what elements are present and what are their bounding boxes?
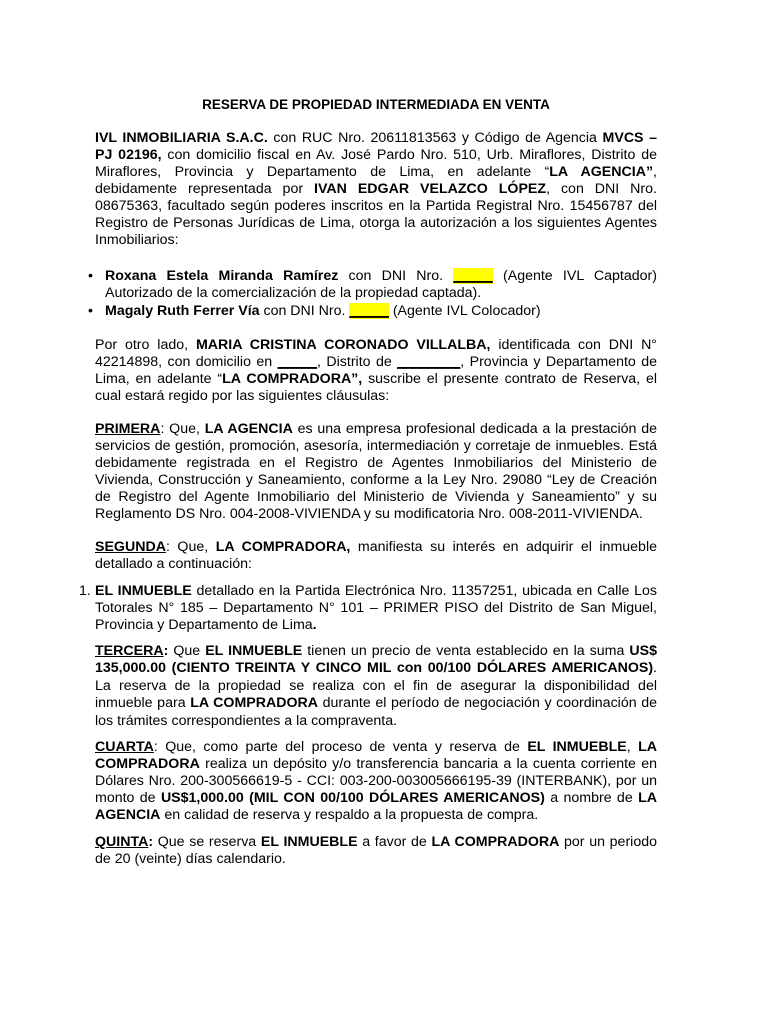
clause-text: : Que, <box>160 421 205 437</box>
property-text: detallado en la Partida Electrónica Nro. 11357251, ubicada en Calle Los Totorales N° 185 – Departamento N° 101 – PRIMER PISO del Distrito de San Miguel, Provincia y Departamento de Lima <box>95 583 658 633</box>
property-label: EL INMUEBLE <box>260 834 358 850</box>
clause-segunda <box>95 539 657 573</box>
clause-primera <box>95 421 657 523</box>
company-name: IVL INMOBILIARIA S.A.C. <box>95 130 268 146</box>
buyer-text-4: , Provincia y Departamento de Lima, en adelante “ <box>95 354 657 387</box>
clause-text: tienen un precio de venta establecido en la suma <box>302 643 630 659</box>
list-number: 1. <box>79 583 91 599</box>
clause-colon: : <box>148 834 154 850</box>
agent-item <box>105 303 657 320</box>
intro-text-3: , debidamente representada por <box>95 164 657 197</box>
clause-heading: SEGUNDA <box>95 539 166 555</box>
buyer-name: MARIA CRISTINA CORONADO VILLALBA, <box>195 337 491 353</box>
agency-code: MVCS – PJ 02196, <box>95 130 657 163</box>
intro-text-4: , con DNI Nro. 08675363, facultado según poderes inscritos en la Partida Registral Nro. 15456787 del Registro de Personas Jurídicas de Lima, otorga la autorización a los siguientes Agentes Inmobiliarios: <box>95 181 657 248</box>
intro-text-2: con domicilio fiscal en Av. José Pardo Nro. 510, Urb. Miraflores, Distrito de Miraflores, Provincia y Departamento de Lima, en adelante “ <box>95 147 657 180</box>
clause-quinta <box>95 834 657 868</box>
property-end: . <box>312 617 317 633</box>
address-blank: _____ <box>277 354 318 370</box>
clause-text: realiza un depósito y/o transferencia bancaria a la cuenta corriente en Dólares Nro. 200-300566619-5 - CCI: 003-200-003005666195-39 (INTERBANK), por un monto de <box>95 756 657 806</box>
agent-text: con DNI Nro. <box>259 303 350 319</box>
bullet-1: • <box>88 268 93 284</box>
agent-text: con DNI Nro. <box>338 268 454 284</box>
buyer-text-3: , Distrito de <box>317 354 398 370</box>
intro-paragraph <box>95 130 657 249</box>
buyer-label: LA COMPRADORA”, <box>222 371 363 387</box>
clause-text: Que se reserva <box>153 834 261 850</box>
agency-label: LA AGENCIA <box>204 421 293 437</box>
price-amount: US$ 135,000.00 (CIENTO TREINTA Y CINCO MIL con 00/100 DÓLARES AMERICANOS) <box>95 643 658 677</box>
bullet-2: • <box>88 303 93 319</box>
property-label: EL INMUEBLE <box>527 739 627 755</box>
clause-text: : Que, como parte del proceso de venta y reserva de <box>153 739 528 755</box>
property-label: EL INMUEBLE <box>95 583 192 599</box>
representative-name: IVAN EDGAR VELAZCO LÓPEZ <box>314 181 547 197</box>
district-blank: ________ <box>397 354 461 370</box>
buyer-text-1: Por otro lado, <box>95 337 196 353</box>
clause-heading: PRIMERA <box>95 421 161 437</box>
clause-heading: TERCERA <box>95 643 164 659</box>
property-label: EL INMUEBLE <box>205 643 303 659</box>
buyer-label: LA COMPRADORA <box>95 739 657 772</box>
dni-blank-highlight: _____ <box>349 303 389 319</box>
clause-text: Que <box>168 643 206 659</box>
clause-tercera <box>95 643 657 730</box>
buyer-text-2: identificada con DNI N° 42214898, con domicilio en <box>95 337 657 370</box>
buyer-paragraph <box>95 337 657 405</box>
agent-role: (Agente IVL Captador) Autorizado de la comercialización de la propiedad captada). <box>105 268 657 301</box>
agency-label: LA AGENCIA <box>95 790 657 823</box>
agent-item <box>105 268 657 302</box>
clause-text: manifiesta su interés en adquirir el inmueble detallado a continuación: <box>95 539 657 572</box>
agent-name: Magaly Ruth Ferrer Vía <box>105 303 260 319</box>
buyer-label: LA COMPRADORA, <box>215 539 351 555</box>
document-title: RESERVA DE PROPIEDAD INTERMEDIADA EN VENTA <box>202 97 550 112</box>
intro-text-1: con RUC Nro. 20611813563 y Código de Agencia <box>267 130 603 146</box>
agent-role: (Agente IVL Colocador) <box>388 303 541 319</box>
buyer-label: LA COMPRADORA <box>431 834 560 850</box>
deposit-amount: US$1,000.00 (MIL CON 00/100 DÓLARES AMERICANOS) <box>160 790 545 806</box>
buyer-text-5: suscribe el presente contrato de Reserva, el cual estará regido por las siguientes cláusulas: <box>95 371 657 404</box>
clause-heading: CUARTA <box>95 739 154 755</box>
agent-name: Roxana Estela Miranda Ramírez <box>105 268 339 284</box>
buyer-label: LA COMPRADORA <box>190 695 319 712</box>
clause-text: a nombre de <box>544 790 639 806</box>
clause-text: : Que, <box>165 539 216 555</box>
clause-text: durante el período de negociación y coordinación de los trámites correspondientes a la compraventa. <box>95 695 657 729</box>
clause-heading: QUINTA <box>95 834 149 850</box>
clause-cuarta <box>95 739 657 824</box>
clause-text: en calidad de reserva y respaldo a la propuesta de compra. <box>160 807 539 823</box>
dni-blank-highlight: _____ <box>453 268 493 284</box>
agency-label: LA AGENCIA” <box>549 164 654 180</box>
clause-text: por un periodo de 20 (veinte) días calendario. <box>95 834 657 867</box>
clause-text: . La reserva de la propiedad se realiza con el fin de asegurar la disponibilidad del inmueble para <box>95 660 657 712</box>
property-item <box>95 583 657 634</box>
clause-text: , <box>626 739 639 755</box>
clause-text: a favor de <box>357 834 432 850</box>
clause-colon: : <box>163 643 169 659</box>
clause-text: es una empresa profesional dedicada a la prestación de servicios de gestión, promoción, asesoría, intermediación y corretaje de inmuebles. Está debidamente registrada en el Registro de Agentes Inmobiliarios del Ministerio de Vivienda, Construcción y Saneamiento, conforme a la Ley Nro. 29080 “Ley de Creación de Registro del Agente Inmobiliario del Ministerio de Vivienda y Saneamiento” y su Reglamento DS Nro. 004-2008-VIVIENDA y su modificatoria Nro. 008-2011-VIVIENDA. <box>95 421 657 522</box>
